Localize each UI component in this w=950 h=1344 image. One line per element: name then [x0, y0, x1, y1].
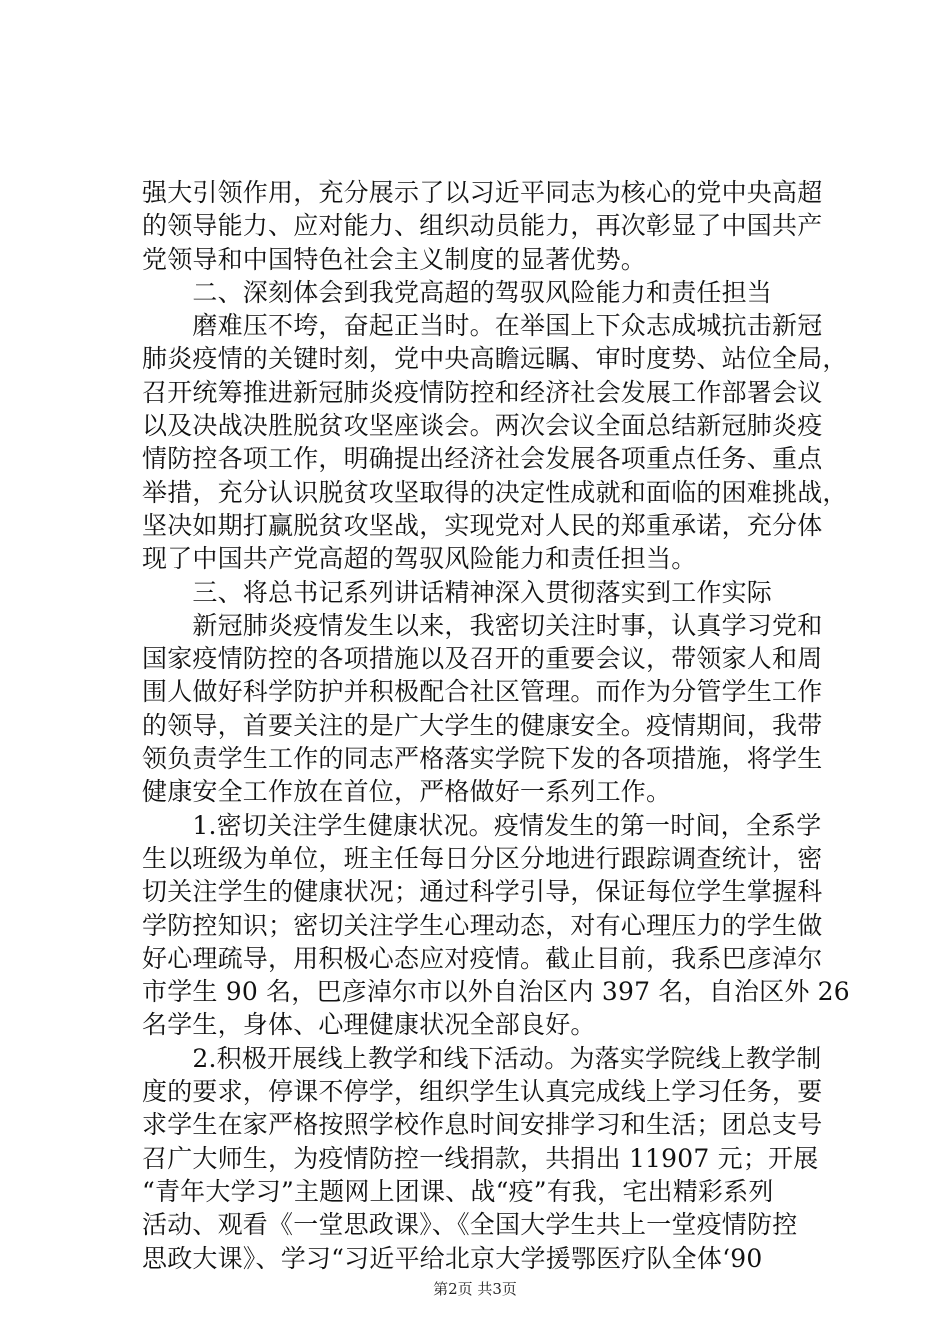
text-line: 2.积极开展线上教学和线下活动。为落实学院线上教学制 [142, 1043, 822, 1073]
text-line: 肺炎疫情的关键时刻，党中央高瞻远瞩、审时度势、站位全局， [142, 344, 848, 374]
text-line: 强大引领作用，充分展示了以习近平同志为核心的党中央高超 [142, 178, 823, 207]
text-line: 切关注学生的健康状况；通过科学引导，保证每位学生掌握科 [142, 877, 823, 907]
text-line: 磨难压不垮，奋起正当时。在举国上下众志成城抗击新冠 [142, 311, 823, 341]
section-heading: 三、将总书记系列讲话精神深入贯彻落实到工作实际 [142, 577, 773, 607]
body-text [142, 176, 850, 1275]
section-heading: 二、深刻体会到我党高超的驾驭风险能力和责任担当 [142, 277, 773, 307]
text-line: 生以班级为单位，班主任每日分区分地进行跟踪调查统计，密 [142, 843, 823, 873]
text-line: 的领导，首要关注的是广大学生的健康安全。疫情期间，我带 [142, 710, 823, 740]
text-line: 健康安全工作放在首位，严格做好一系列工作。 [142, 777, 672, 807]
text-line: 活动、观看《一堂思政课》、《全国大学生共上一堂疫情防控 [142, 1210, 798, 1240]
text-line: 坚决如期打赢脱贫攻坚战，实现党对人民的郑重承诺，充分体 [142, 510, 823, 540]
text-line: 举措，充分认识脱贫攻坚取得的决定性成就和面临的困难挑战， [142, 477, 848, 507]
text-line: 召开统筹推进新冠肺炎疫情防控和经济社会发展工作部署会议 [142, 377, 823, 407]
text-line: 现了中国共产党高超的驾驭风险能力和责任担当。 [142, 544, 697, 574]
text-line: 求学生在家严格按照学校作息时间安排学习和生活；团总支号 [142, 1110, 823, 1140]
text-line: 围人做好科学防护并积极配合社区管理。而作为分管学生工作 [142, 677, 823, 707]
text-line: 市学生 90 名，巴彦淖尔市以外自治区内 397 名，自治区外 26 [142, 977, 850, 1007]
text-line: 的领导能力、应对能力、组织动员能力，再次彰显了中国共产 [142, 211, 823, 241]
text-line: 国家疫情防控的各项措施以及召开的重要会议，带领家人和周 [142, 644, 823, 674]
text-line: 以及决战决胜脱贫攻坚座谈会。两次会议全面总结新冠肺炎疫 [142, 411, 823, 441]
text-line: 新冠肺炎疫情发生以来，我密切关注时事，认真学习党和 [142, 610, 823, 640]
text-line: 召广大师生，为疫情防控一线捐款，共捐出 11907 元；开展 [142, 1143, 819, 1173]
page-number-footer: 第2页 共3页 [433, 1280, 517, 1298]
text-line: 思政大课》、学习“习近平给北京大学援鄂医疗队全体‘90 [142, 1243, 763, 1273]
text-line: 好心理疏导，用积极心态应对疫情。截止目前，我系巴彦淖尔 [142, 943, 823, 973]
text-line: 1.密切关注学生健康状况。疫情发生的第一时间，全系学 [142, 810, 822, 840]
text-line: 领负责学生工作的同志严格落实学院下发的各项措施，将学生 [142, 744, 823, 774]
text-line: 度的要求，停课不停学，组织学生认真完成线上学习任务，要 [142, 1077, 823, 1107]
text-line: 情防控各项工作，明确提出经济社会发展各项重点任务、重点 [142, 444, 823, 474]
text-line: 学防控知识；密切关注学生心理动态，对有心理压力的学生做 [142, 910, 823, 940]
text-line: 党领导和中国特色社会主义制度的显著优势。 [142, 244, 647, 274]
text-line: “青年大学习”主题网上团课、战“疫”有我，宅出精彩系列 [142, 1176, 774, 1206]
text-line: 名学生，身体、心理健康状况全部良好。 [142, 1010, 596, 1040]
